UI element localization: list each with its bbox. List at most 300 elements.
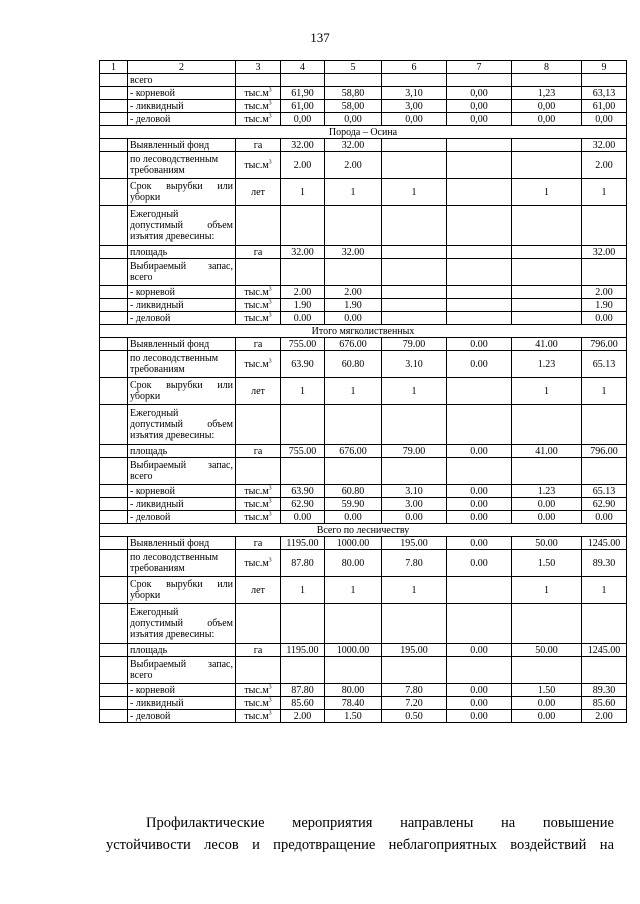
cell (100, 299, 128, 312)
unit-cell (236, 458, 281, 485)
column-header: 8 (512, 61, 582, 74)
column-header: 3 (236, 61, 281, 74)
value-cell: 0.00 (281, 511, 325, 524)
row-label: - корневой (128, 485, 236, 498)
column-header: 7 (447, 61, 512, 74)
cell (100, 511, 128, 524)
value-cell: 1,23 (512, 87, 582, 100)
value-cell (325, 604, 382, 644)
value-cell: 1 (281, 378, 325, 405)
value-cell: 0.00 (447, 485, 512, 498)
row-label: Срок вырубки или уборки (128, 378, 236, 405)
table-row (100, 74, 627, 87)
row-label: площадь (128, 246, 236, 259)
paragraph-line: устойчивости лесов и предотвращение неблагоприятных воздействий на (106, 837, 614, 853)
value-cell: 1.90 (281, 299, 325, 312)
row-label: Выбираемый запас, всего (128, 259, 236, 286)
section-row (100, 325, 627, 338)
value-cell (447, 312, 512, 325)
value-cell (512, 604, 582, 644)
unit-cell (236, 684, 281, 697)
cell (100, 351, 128, 378)
value-cell: 2.00 (582, 152, 627, 179)
table-row (100, 485, 627, 498)
unit-label: тыс.м (244, 87, 269, 99)
unit-cell (236, 577, 281, 604)
unit-label: тыс.м (244, 485, 269, 497)
value-cell (447, 299, 512, 312)
unit-superscript: 3 (268, 358, 272, 365)
value-cell: 0,00 (512, 100, 582, 113)
value-cell: 1 (512, 577, 582, 604)
value-cell: 85.60 (582, 697, 627, 710)
unit-cell (236, 87, 281, 100)
table-row (100, 206, 627, 246)
cell (100, 259, 128, 286)
unit-cell (236, 286, 281, 299)
unit-cell (236, 139, 281, 152)
row-label: Выявленный фонд (128, 537, 236, 550)
paragraph-line: Профилактические мероприятия направлены на повышение (146, 815, 614, 831)
section-row (100, 524, 627, 537)
value-cell: 3.10 (382, 485, 447, 498)
unit-label: тыс.м (244, 498, 269, 510)
value-cell (382, 312, 447, 325)
unit-cell (236, 351, 281, 378)
value-cell: 0.00 (325, 511, 382, 524)
row-label: площадь (128, 445, 236, 458)
value-cell (512, 246, 582, 259)
unit-label: га (253, 246, 263, 258)
table-row (100, 259, 627, 286)
row-label: Ежегодный допустимый объем изъятия древесины: (128, 405, 236, 445)
value-cell: 62.90 (582, 498, 627, 511)
value-cell (447, 74, 512, 87)
cell (100, 139, 128, 152)
unit-superscript: 3 (268, 498, 272, 505)
value-cell: 62.90 (281, 498, 325, 511)
unit-label: га (253, 338, 263, 350)
cell (100, 604, 128, 644)
value-cell: 195.00 (382, 537, 447, 550)
value-cell: 0.00 (281, 312, 325, 325)
value-cell: 0.00 (447, 644, 512, 657)
value-cell (382, 139, 447, 152)
value-cell (281, 458, 325, 485)
value-cell: 0,00 (281, 113, 325, 126)
page-number: 137 (310, 30, 330, 45)
cell (100, 87, 128, 100)
value-cell (325, 206, 382, 246)
value-cell (281, 604, 325, 644)
value-cell: 78.40 (325, 697, 382, 710)
section-title: Порода – Осина (100, 126, 627, 139)
row-label: Ежегодный допустимый объем изъятия древесины: (128, 206, 236, 246)
value-cell: 0,00 (512, 113, 582, 126)
value-cell: 2.00 (325, 286, 382, 299)
value-cell: 0.00 (582, 511, 627, 524)
value-cell: 0.00 (447, 445, 512, 458)
unit-cell (236, 179, 281, 206)
unit-superscript: 3 (268, 684, 272, 691)
unit-cell (236, 657, 281, 684)
cell (100, 657, 128, 684)
value-cell: 87.80 (281, 684, 325, 697)
value-cell: 32.00 (325, 246, 382, 259)
unit-label: тыс.м (244, 511, 269, 523)
unit-cell (236, 485, 281, 498)
value-cell: 0,00 (582, 113, 627, 126)
value-cell: 85.60 (281, 697, 325, 710)
unit-cell (236, 338, 281, 351)
value-cell (512, 152, 582, 179)
value-cell: 1000.00 (325, 537, 382, 550)
value-cell: 3,00 (382, 100, 447, 113)
value-cell: 1 (582, 577, 627, 604)
unit-superscript: 3 (268, 286, 272, 293)
cell (100, 577, 128, 604)
cell (100, 697, 128, 710)
value-cell: 676.00 (325, 445, 382, 458)
value-cell: 80.00 (325, 684, 382, 697)
value-cell: 1.50 (325, 710, 382, 723)
value-cell (382, 152, 447, 179)
unit-cell (236, 152, 281, 179)
value-cell (447, 206, 512, 246)
unit-label: тыс.м (244, 286, 269, 298)
value-cell (281, 405, 325, 445)
unit-label: га (253, 139, 263, 151)
unit-cell (236, 378, 281, 405)
row-label: площадь (128, 644, 236, 657)
value-cell: 58,00 (325, 100, 382, 113)
value-cell: 7.20 (382, 697, 447, 710)
value-cell: 1 (582, 179, 627, 206)
value-cell: 0.00 (512, 710, 582, 723)
value-cell: 65.13 (582, 485, 627, 498)
cell (100, 445, 128, 458)
unit-label: тыс.м (244, 358, 269, 370)
value-cell: 0,00 (447, 113, 512, 126)
unit-cell (236, 445, 281, 458)
table-row (100, 697, 627, 710)
value-cell (512, 286, 582, 299)
row-label: - корневой (128, 684, 236, 697)
value-cell: 0,00 (447, 100, 512, 113)
value-cell: 1195.00 (281, 537, 325, 550)
row-label: Срок вырубки или уборки (128, 179, 236, 206)
value-cell: 65.13 (582, 351, 627, 378)
value-cell: 59.90 (325, 498, 382, 511)
section-title: Итого мягколиственных (100, 325, 627, 338)
unit-cell (236, 511, 281, 524)
value-cell (447, 286, 512, 299)
unit-superscript: 3 (268, 299, 272, 306)
value-cell: 32.00 (281, 246, 325, 259)
value-cell: 1 (382, 378, 447, 405)
value-cell: 0.00 (512, 498, 582, 511)
row-label: Выбираемый запас, всего (128, 657, 236, 684)
value-cell: 60.80 (325, 351, 382, 378)
unit-cell (236, 604, 281, 644)
value-cell: 2.00 (582, 286, 627, 299)
value-cell: 1 (325, 179, 382, 206)
value-cell (447, 577, 512, 604)
unit-label: тыс.м (244, 159, 269, 171)
row-label: по лесоводственным требованиям (128, 152, 236, 179)
unit-superscript: 3 (268, 159, 272, 166)
value-cell: 2.00 (281, 152, 325, 179)
value-cell: 61,00 (582, 100, 627, 113)
table-row (100, 179, 627, 206)
row-label: - деловой (128, 710, 236, 723)
value-cell: 755.00 (281, 445, 325, 458)
value-cell: 0.00 (512, 511, 582, 524)
unit-label: лет (251, 186, 265, 198)
section-row (100, 126, 627, 139)
value-cell: 1 (281, 179, 325, 206)
cell (100, 206, 128, 246)
value-cell: 796.00 (582, 445, 627, 458)
value-cell (325, 74, 382, 87)
value-cell: 32.00 (325, 139, 382, 152)
body-paragraph (106, 812, 614, 856)
table-row (100, 299, 627, 312)
value-cell: 0.00 (447, 684, 512, 697)
unit-cell (236, 697, 281, 710)
unit-label: тыс.м (244, 100, 269, 112)
unit-cell (236, 246, 281, 259)
section-title: Всего по лесничеству (100, 524, 627, 537)
value-cell: 58,80 (325, 87, 382, 100)
value-cell (325, 458, 382, 485)
value-cell: 63,13 (582, 87, 627, 100)
table-row (100, 312, 627, 325)
cell (100, 378, 128, 405)
value-cell (447, 458, 512, 485)
cell (100, 338, 128, 351)
unit-cell (236, 710, 281, 723)
value-cell: 0,00 (382, 113, 447, 126)
value-cell: 32.00 (582, 139, 627, 152)
value-cell: 0,00 (447, 87, 512, 100)
value-cell: 1.90 (325, 299, 382, 312)
value-cell (325, 657, 382, 684)
table-row (100, 684, 627, 697)
value-cell: 0.00 (382, 511, 447, 524)
value-cell (447, 152, 512, 179)
value-cell: 41.00 (512, 445, 582, 458)
value-cell (281, 74, 325, 87)
value-cell: 7.80 (382, 684, 447, 697)
unit-cell (236, 113, 281, 126)
cell (100, 498, 128, 511)
header-row (100, 61, 627, 74)
value-cell: 3.10 (382, 351, 447, 378)
value-cell (382, 657, 447, 684)
value-cell (447, 139, 512, 152)
row-label: - деловой (128, 312, 236, 325)
column-header: 1 (100, 61, 128, 74)
row-label: Ежегодный допустимый объем изъятия древесины: (128, 604, 236, 644)
value-cell (512, 206, 582, 246)
column-header: 2 (128, 61, 236, 74)
column-header: 5 (325, 61, 382, 74)
value-cell: 1 (325, 577, 382, 604)
value-cell: 1245.00 (582, 644, 627, 657)
unit-label: тыс.м (244, 557, 269, 569)
unit-superscript: 3 (268, 485, 272, 492)
unit-label: лет (251, 584, 265, 596)
value-cell: 2.00 (281, 710, 325, 723)
value-cell (582, 657, 627, 684)
cell (100, 113, 128, 126)
value-cell: 2.00 (281, 286, 325, 299)
table-row (100, 113, 627, 126)
row-label: - корневой (128, 87, 236, 100)
table-row (100, 657, 627, 684)
row-label: - ликвидный (128, 299, 236, 312)
row-label: Срок вырубки или уборки (128, 577, 236, 604)
value-cell: 0.00 (582, 312, 627, 325)
value-cell: 676.00 (325, 338, 382, 351)
row-label: - корневой (128, 286, 236, 299)
cell (100, 458, 128, 485)
table-row (100, 246, 627, 259)
value-cell (512, 312, 582, 325)
row-label: по лесоводственным требованиям (128, 550, 236, 577)
value-cell: 0.00 (447, 550, 512, 577)
value-cell (582, 458, 627, 485)
value-cell: 195.00 (382, 644, 447, 657)
value-cell: 3,10 (382, 87, 447, 100)
value-cell (512, 139, 582, 152)
unit-superscript: 3 (268, 87, 272, 94)
table-row (100, 550, 627, 577)
value-cell: 1 (512, 179, 582, 206)
unit-cell (236, 206, 281, 246)
unit-label: тыс.м (244, 697, 269, 709)
cell (100, 550, 128, 577)
value-cell (512, 299, 582, 312)
row-label: Выявленный фонд (128, 338, 236, 351)
value-cell: 32.00 (582, 246, 627, 259)
cell (100, 179, 128, 206)
value-cell: 89.30 (582, 550, 627, 577)
value-cell: 61,90 (281, 87, 325, 100)
table-row (100, 152, 627, 179)
column-header: 9 (582, 61, 627, 74)
unit-superscript: 3 (268, 312, 272, 319)
table-row (100, 511, 627, 524)
value-cell: 63.90 (281, 485, 325, 498)
value-cell: 1.50 (512, 684, 582, 697)
value-cell: 0.00 (325, 312, 382, 325)
value-cell: 2.00 (325, 152, 382, 179)
cell (100, 100, 128, 113)
value-cell: 89.30 (582, 684, 627, 697)
value-cell: 79.00 (382, 445, 447, 458)
value-cell: 0,00 (325, 113, 382, 126)
value-cell (512, 657, 582, 684)
cell (100, 286, 128, 299)
value-cell (447, 246, 512, 259)
unit-cell (236, 259, 281, 286)
table-row (100, 537, 627, 550)
value-cell: 1.23 (512, 485, 582, 498)
unit-cell (236, 550, 281, 577)
value-cell: 1.23 (512, 351, 582, 378)
value-cell: 0.00 (447, 498, 512, 511)
value-cell (325, 259, 382, 286)
value-cell: 80.00 (325, 550, 382, 577)
value-cell: 1 (382, 577, 447, 604)
value-cell: 0.00 (512, 697, 582, 710)
value-cell (512, 405, 582, 445)
value-cell (582, 405, 627, 445)
value-cell: 0.00 (447, 511, 512, 524)
row-label: всего (128, 74, 236, 87)
value-cell (281, 657, 325, 684)
value-cell (382, 74, 447, 87)
value-cell: 0.00 (447, 351, 512, 378)
value-cell (447, 378, 512, 405)
unit-label: тыс.м (244, 299, 269, 311)
unit-label: тыс.м (244, 710, 269, 722)
value-cell: 755.00 (281, 338, 325, 351)
table-row (100, 286, 627, 299)
table-row (100, 445, 627, 458)
unit-label: тыс.м (244, 113, 269, 125)
unit-superscript: 3 (268, 710, 272, 717)
value-cell (382, 458, 447, 485)
unit-superscript: 3 (268, 100, 272, 107)
unit-label: тыс.м (244, 312, 269, 324)
cell (100, 312, 128, 325)
value-cell: 1195.00 (281, 644, 325, 657)
unit-label: лет (251, 385, 265, 397)
value-cell (382, 286, 447, 299)
value-cell: 1 (512, 378, 582, 405)
value-cell: 50.00 (512, 537, 582, 550)
value-cell: 1 (582, 378, 627, 405)
unit-cell (236, 405, 281, 445)
value-cell: 63.90 (281, 351, 325, 378)
row-label: по лесоводственным требованиям (128, 351, 236, 378)
unit-label: га (253, 644, 263, 656)
table-row (100, 458, 627, 485)
value-cell (447, 405, 512, 445)
value-cell (382, 604, 447, 644)
table-row (100, 577, 627, 604)
value-cell: 0.00 (447, 697, 512, 710)
value-cell (447, 259, 512, 286)
value-cell (382, 246, 447, 259)
value-cell: 0.00 (447, 710, 512, 723)
value-cell (447, 657, 512, 684)
value-cell (325, 405, 382, 445)
unit-cell (236, 299, 281, 312)
value-cell: 1 (325, 378, 382, 405)
value-cell (382, 206, 447, 246)
unit-label: га (253, 445, 263, 457)
value-cell (512, 74, 582, 87)
cell (100, 485, 128, 498)
value-cell (281, 259, 325, 286)
value-cell (582, 259, 627, 286)
value-cell: 2.00 (582, 710, 627, 723)
value-cell (447, 179, 512, 206)
